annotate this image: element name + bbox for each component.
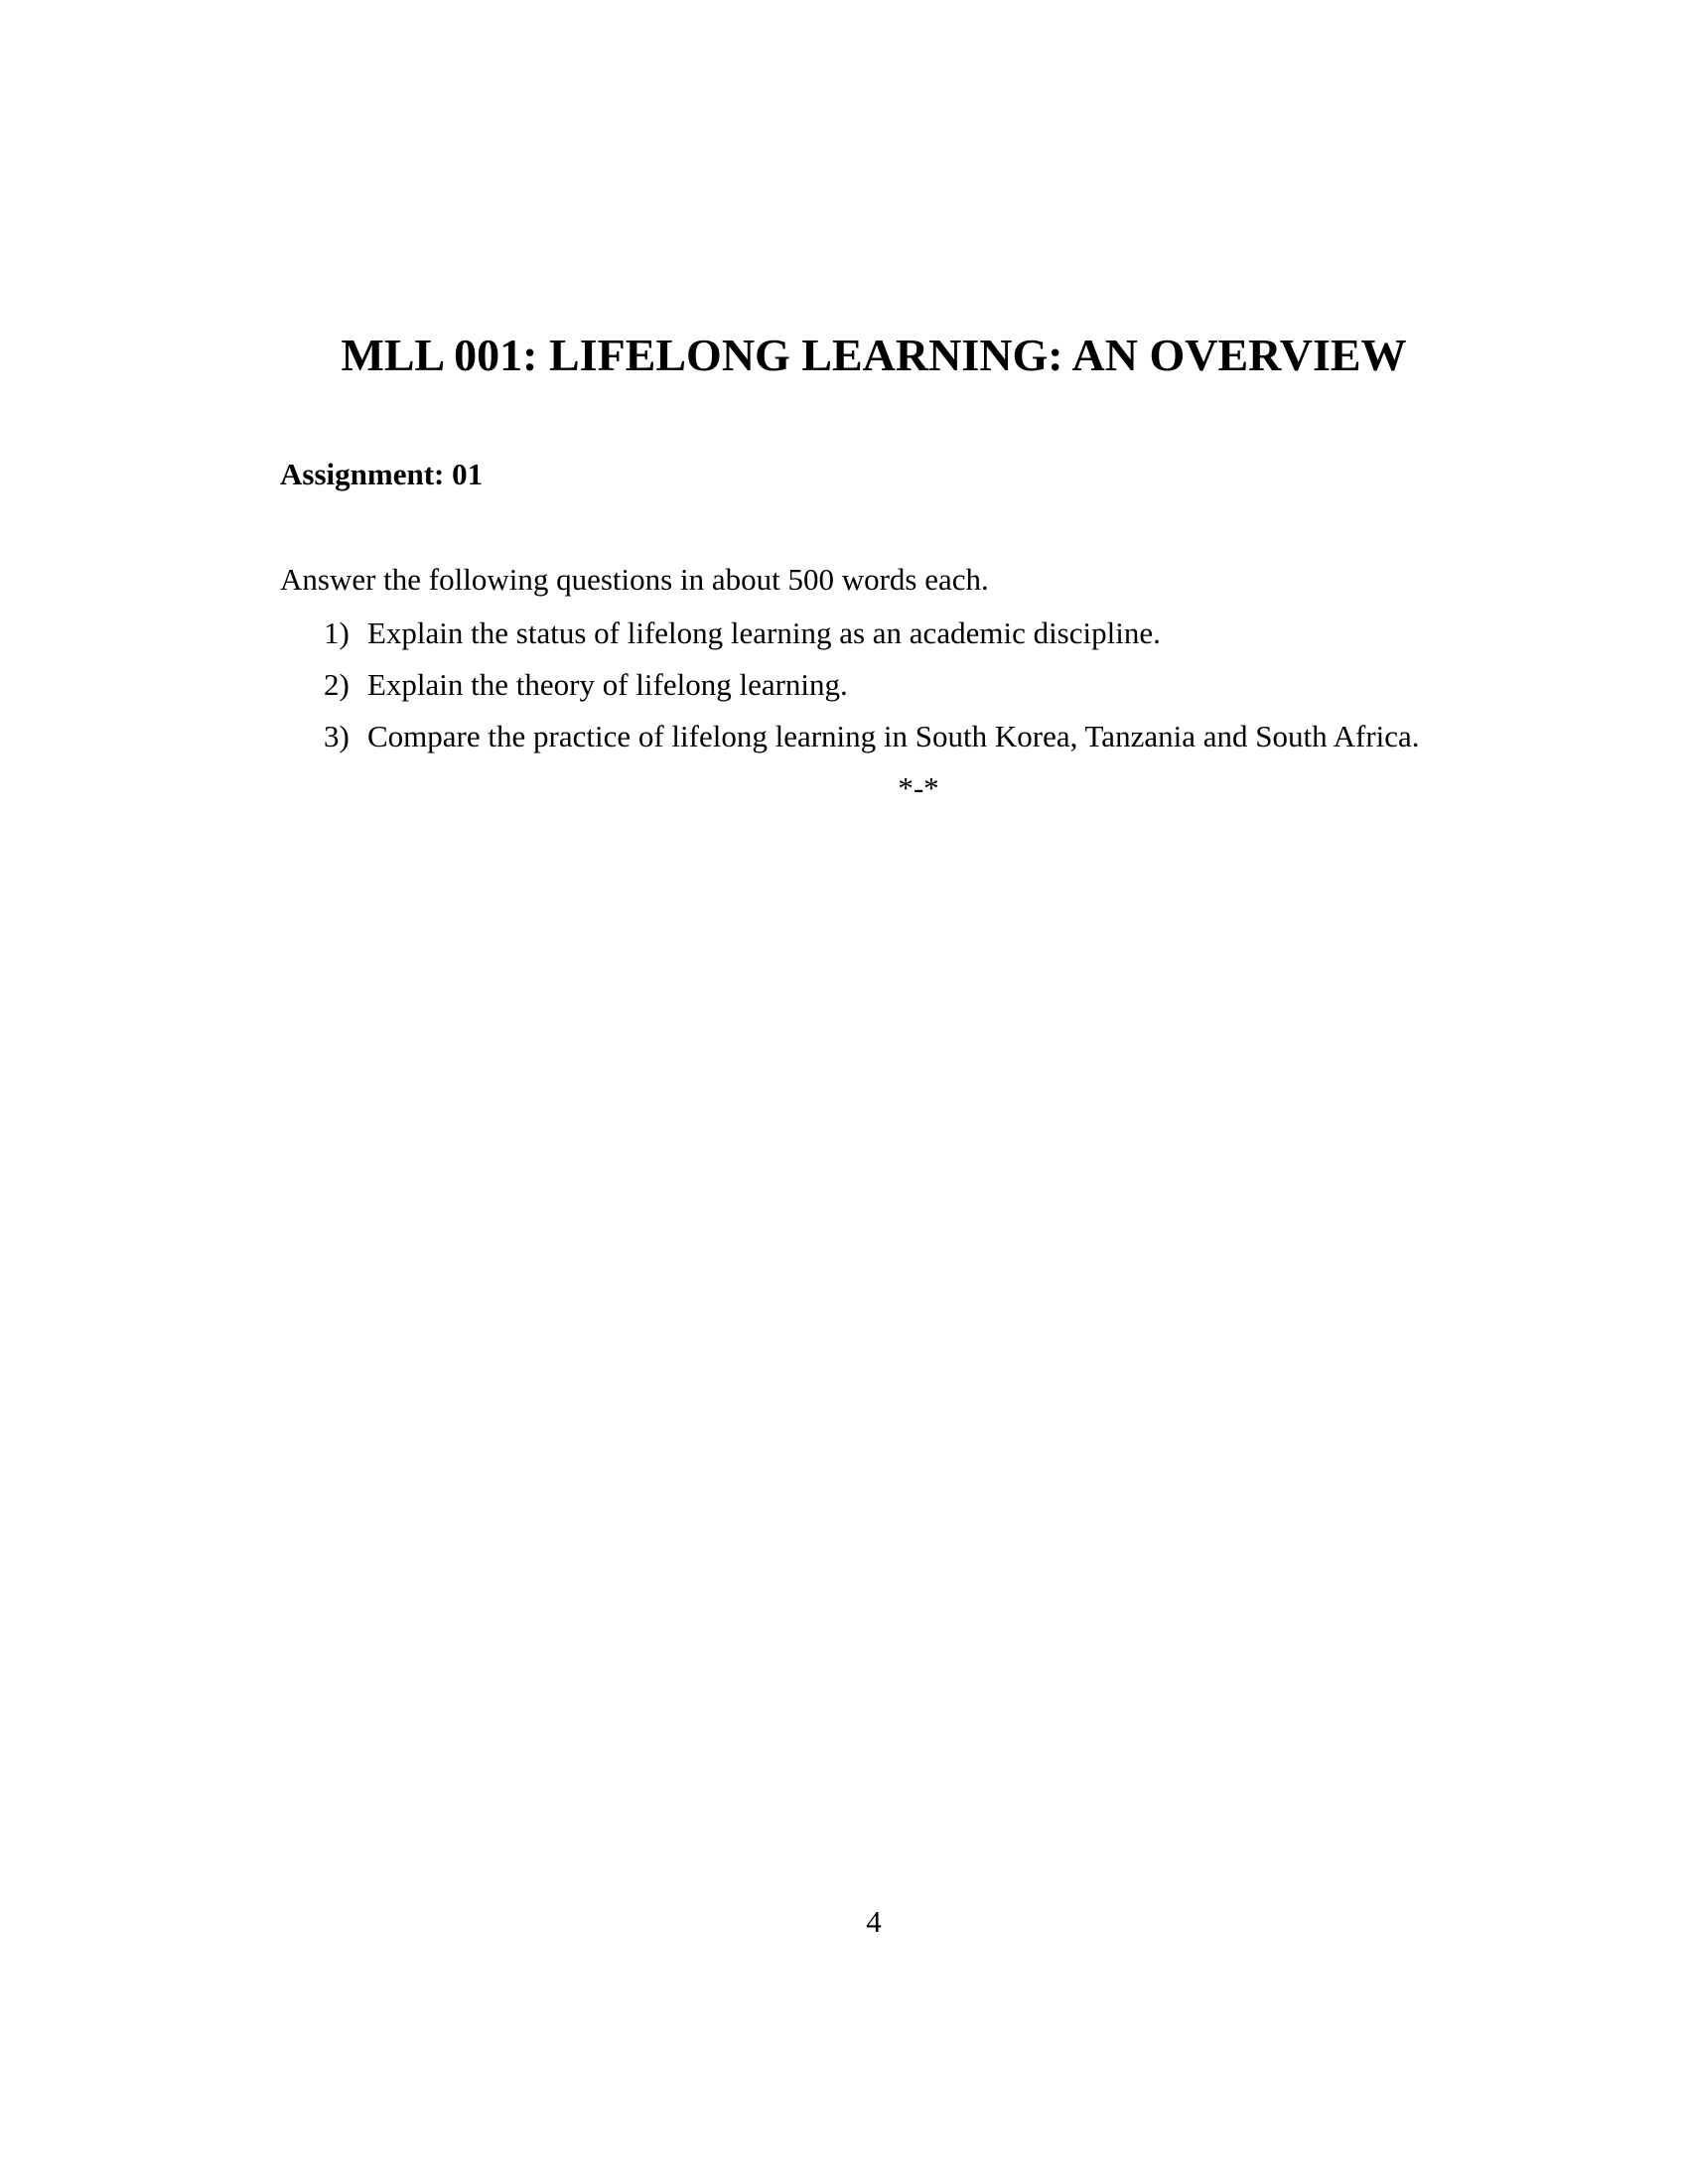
page-number: 4 [866, 1904, 882, 1939]
question-list [280, 614, 1420, 768]
question-text: Explain the theory of lifelong learning. [367, 667, 848, 702]
question-number: 2) [324, 667, 350, 702]
assignment-label: Assignment: 01 [280, 457, 484, 491]
question-number: 1) [324, 615, 350, 650]
end-separator: *-* [898, 770, 939, 805]
question-text: Compare the practice of lifelong learning in South Korea, Tanzania and South Africa. [367, 719, 1420, 753]
question-text: Explain the status of lifelong learning as an academic discipline. [367, 615, 1161, 650]
question-item [280, 665, 1420, 717]
question-item [280, 614, 1420, 665]
question-number: 3) [324, 719, 350, 753]
question-item [280, 717, 1420, 768]
instruction-text: Answer the following questions in about 500 words each. [280, 562, 989, 597]
document-title: MLL 001: LIFELONG LEARNING: AN OVERVIEW [341, 330, 1407, 380]
